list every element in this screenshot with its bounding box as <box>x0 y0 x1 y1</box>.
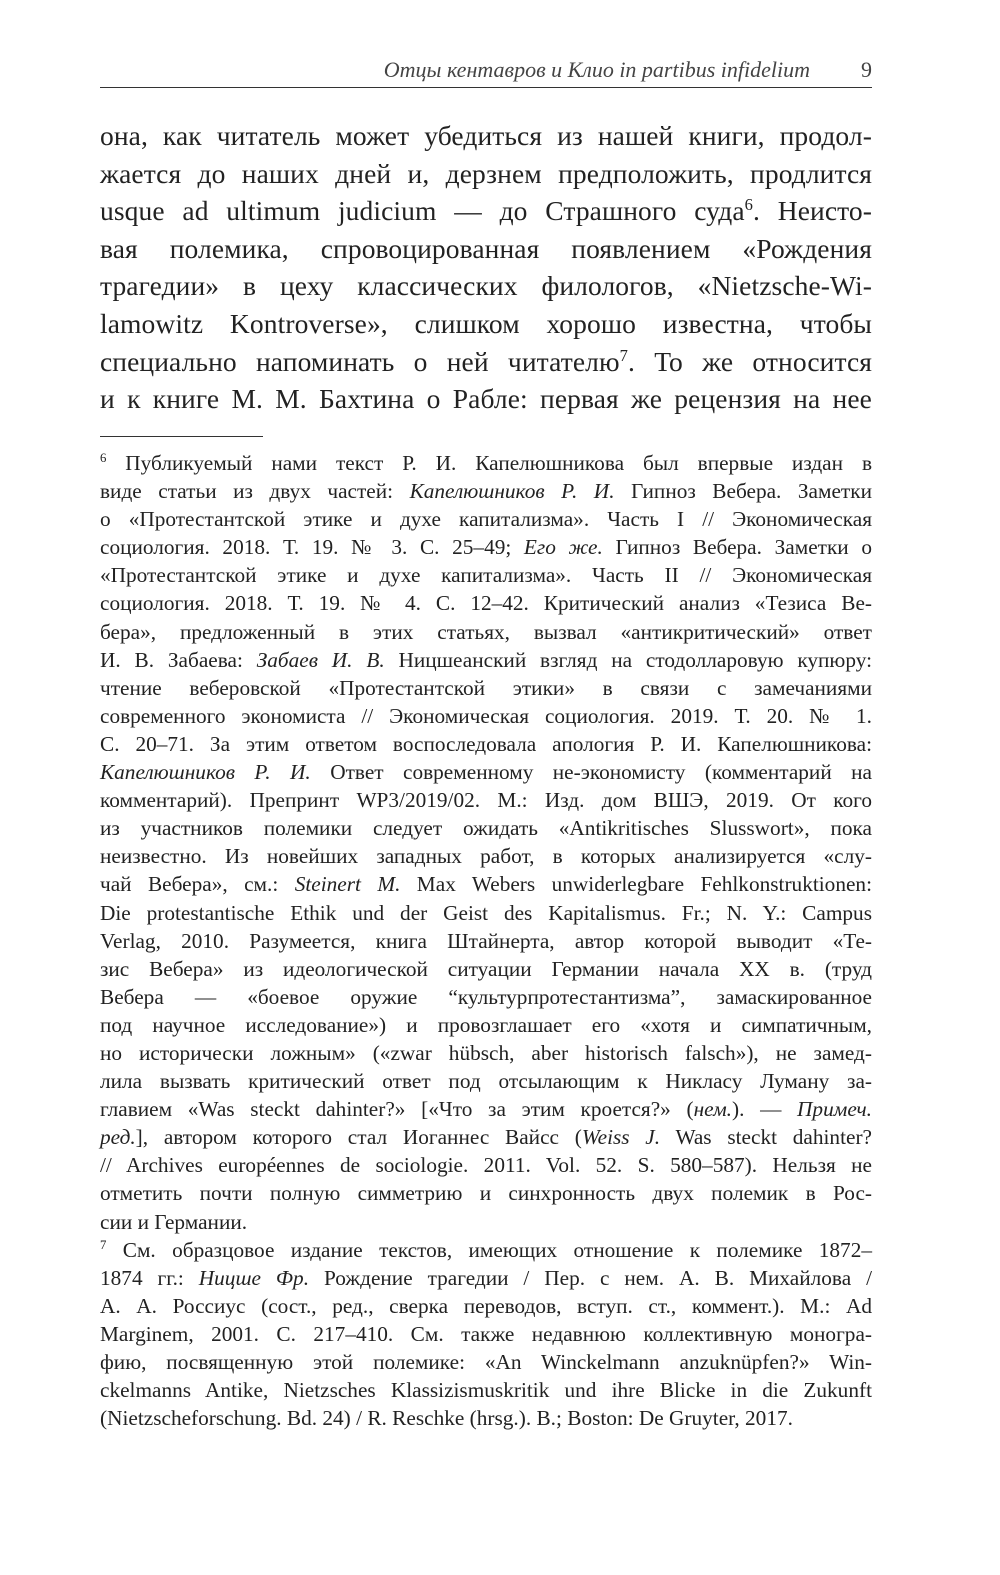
footnote-line: $^7$ См. образцовое издание текстов, имеющих отношение к полемике 1872– <box>100 1237 872 1262</box>
footnote-line: $^6$ Публикуемый нами текст Р. И. Капелюшникова был впервые издан в <box>100 450 872 475</box>
footnote-line: 1874 гг.: Ницше Фр. Рождение трагедии / Пер. с нем. А. В. Михайлова / <box>100 1265 872 1290</box>
footnote-line: Капелюшников Р. И. Ответ современному не-экономисту (комментарий на <box>100 760 872 785</box>
body-line: вая полемика, спровоцированная появлением «Рождения <box>100 232 872 264</box>
footnote-line: Verlag, 2010. Разумеется, книга Штайнерта, автор которой выводит «Те- <box>100 928 872 953</box>
footnote-line: зис Вебера» из идеологической ситуации Германии начала XX в. (труд <box>100 956 872 981</box>
footnote-line: Die protestantische Ethik und der Geist des Kapitalismus. Fr.; N. Y.: Campus <box>100 900 872 925</box>
footnote-line: комментарий). Препринт WP3/2019/02. М.: Изд. дом ВШЭ, 2019. От кого <box>100 788 872 813</box>
footnote-line: виде статьи из двух частей: Капелюшников Р. И. Гипноз Вебера. Заметки <box>100 479 872 504</box>
footnotes <box>100 449 872 1432</box>
body-line: она, как читатель может убедиться из нашей книги, продол- <box>100 120 872 151</box>
footnote-line: «Протестантской этике и духе капитализма». Часть II // Экономическая <box>100 563 872 588</box>
body-line: и к книге М. М. Бахтина о Рабле: первая же рецензия на нее <box>100 383 872 415</box>
footnote-line: о «Протестантской этике и духе капитализма». Часть I // Экономическая <box>100 507 872 532</box>
footnote-line: // Archives européennes de sociologie. 2011. Vol. 52. S. 580–587). Нельзя не <box>100 1153 872 1178</box>
main-text <box>100 117 872 418</box>
footnote-line: лила вызвать критический ответ под отсылающим к Никласу Луману за- <box>100 1069 872 1094</box>
footnote-line: (Nietzscheforschung. Bd. 24) / R. Reschke (hrsg.). B.; Boston: De Gruyter, 2017. <box>100 1406 793 1431</box>
footnote-line: главием «Was steckt dahinter?» [«Что за этим кроется?» (нем.). — Примеч. <box>100 1097 872 1122</box>
footnote-line: отметить почти полную симметрию и синхронность двух полемик в Рос- <box>100 1181 872 1206</box>
footnote-ref[interactable]: 6 <box>744 195 754 215</box>
footnote-line: под научное исследование») и провозглашает его «хотя и симпатичным, <box>100 1012 872 1037</box>
footnote-line: чтение веберовской «Протестантской этики» в связи с замечаниями <box>100 675 872 700</box>
footnote-number: 6 <box>100 450 107 465</box>
footnote-line: ckelmanns Antike, Nietzsches Klassizismuskritik und ihre Blicke in die Zukunft <box>100 1378 872 1403</box>
running-head: Отцы кентавров и Клио in partibus infidelium <box>383 57 810 82</box>
footnote-line: С. 20–71. За этим ответом воспоследовала апология Р. И. Капелюшникова: <box>100 731 872 756</box>
body-line: usque ad ultimum judicium — до Страшного суда$^6$. Неисто- <box>100 195 872 227</box>
footnote-line: ред.], автором которого стал Иоганнес Вайсс (Weiss J. Was steckt dahinter? <box>100 1125 872 1150</box>
body-line: lamowitz Kontroverse», слишком хорошо известна, чтобы <box>100 307 872 339</box>
footnote-line: чай Вебера», см.: Steinert M. Max Webers unwiderlegbare Fehlkonstruktionen: <box>100 872 872 897</box>
footnote-line: фию, посвященную этой полемике: «An Winckelmann anzuknüpfen?» Win- <box>100 1350 872 1374</box>
footnote-line: Вебера — «боевое оружие “культурпротестантизма”, замаскированное <box>100 984 872 1009</box>
footnote-line: сии и Германии. <box>100 1209 248 1234</box>
body-line: специально напоминать о ней читателю$^7$. То же относится <box>100 345 872 377</box>
body-line: трагедии» в цеху классических филологов, «Nietzsche-Wi- <box>100 270 872 302</box>
footnote-line: социология. 2018. Т. 19. № 3. С. 25–49; Его же. Гипноз Вебера. Заметки о <box>100 535 872 560</box>
footnote-line: но исторически ложным» («zwar hübsch, aber historisch falsch»), не замед- <box>100 1040 872 1065</box>
body-line: жается до наших дней и, дерзнем предположить, продлится <box>100 157 872 189</box>
footnote-line: современного экономиста // Экономическая социология. 2019. Т. 20. № 1. <box>100 703 872 728</box>
footnote-line: бера», предложенный в этих статьях, вызвал «антикритический» ответ <box>100 619 872 644</box>
footnote-number: 7 <box>100 1237 107 1252</box>
page-number: 9 <box>861 57 872 82</box>
footnote-separator <box>100 436 263 437</box>
footnote-line: неизвестно. Из новейших западных работ, в которых анализируется «слу- <box>100 844 872 869</box>
footnote-line: Marginem, 2001. С. 217–410. См. также недавнюю коллективную моногра- <box>100 1321 872 1346</box>
footnote-line: социология. 2018. Т. 19. № 4. С. 12–42. Критический анализ «Тезиса Ве- <box>100 591 872 616</box>
footnote-ref[interactable]: 7 <box>619 345 628 365</box>
page-header <box>100 55 872 88</box>
footnote-line: А. А. Россиус (сост., ред., сверка переводов, вступ. ст., коммент.). М.: Ad <box>100 1293 872 1318</box>
footnote-line: И. В. Забаева: Забаев И. В. Ницшеанский взгляд на стодолларовую купюру: <box>100 647 872 672</box>
footnote-line: из участников полемики следует ожидать «Antikritisches Slusswort», пока <box>100 816 872 841</box>
